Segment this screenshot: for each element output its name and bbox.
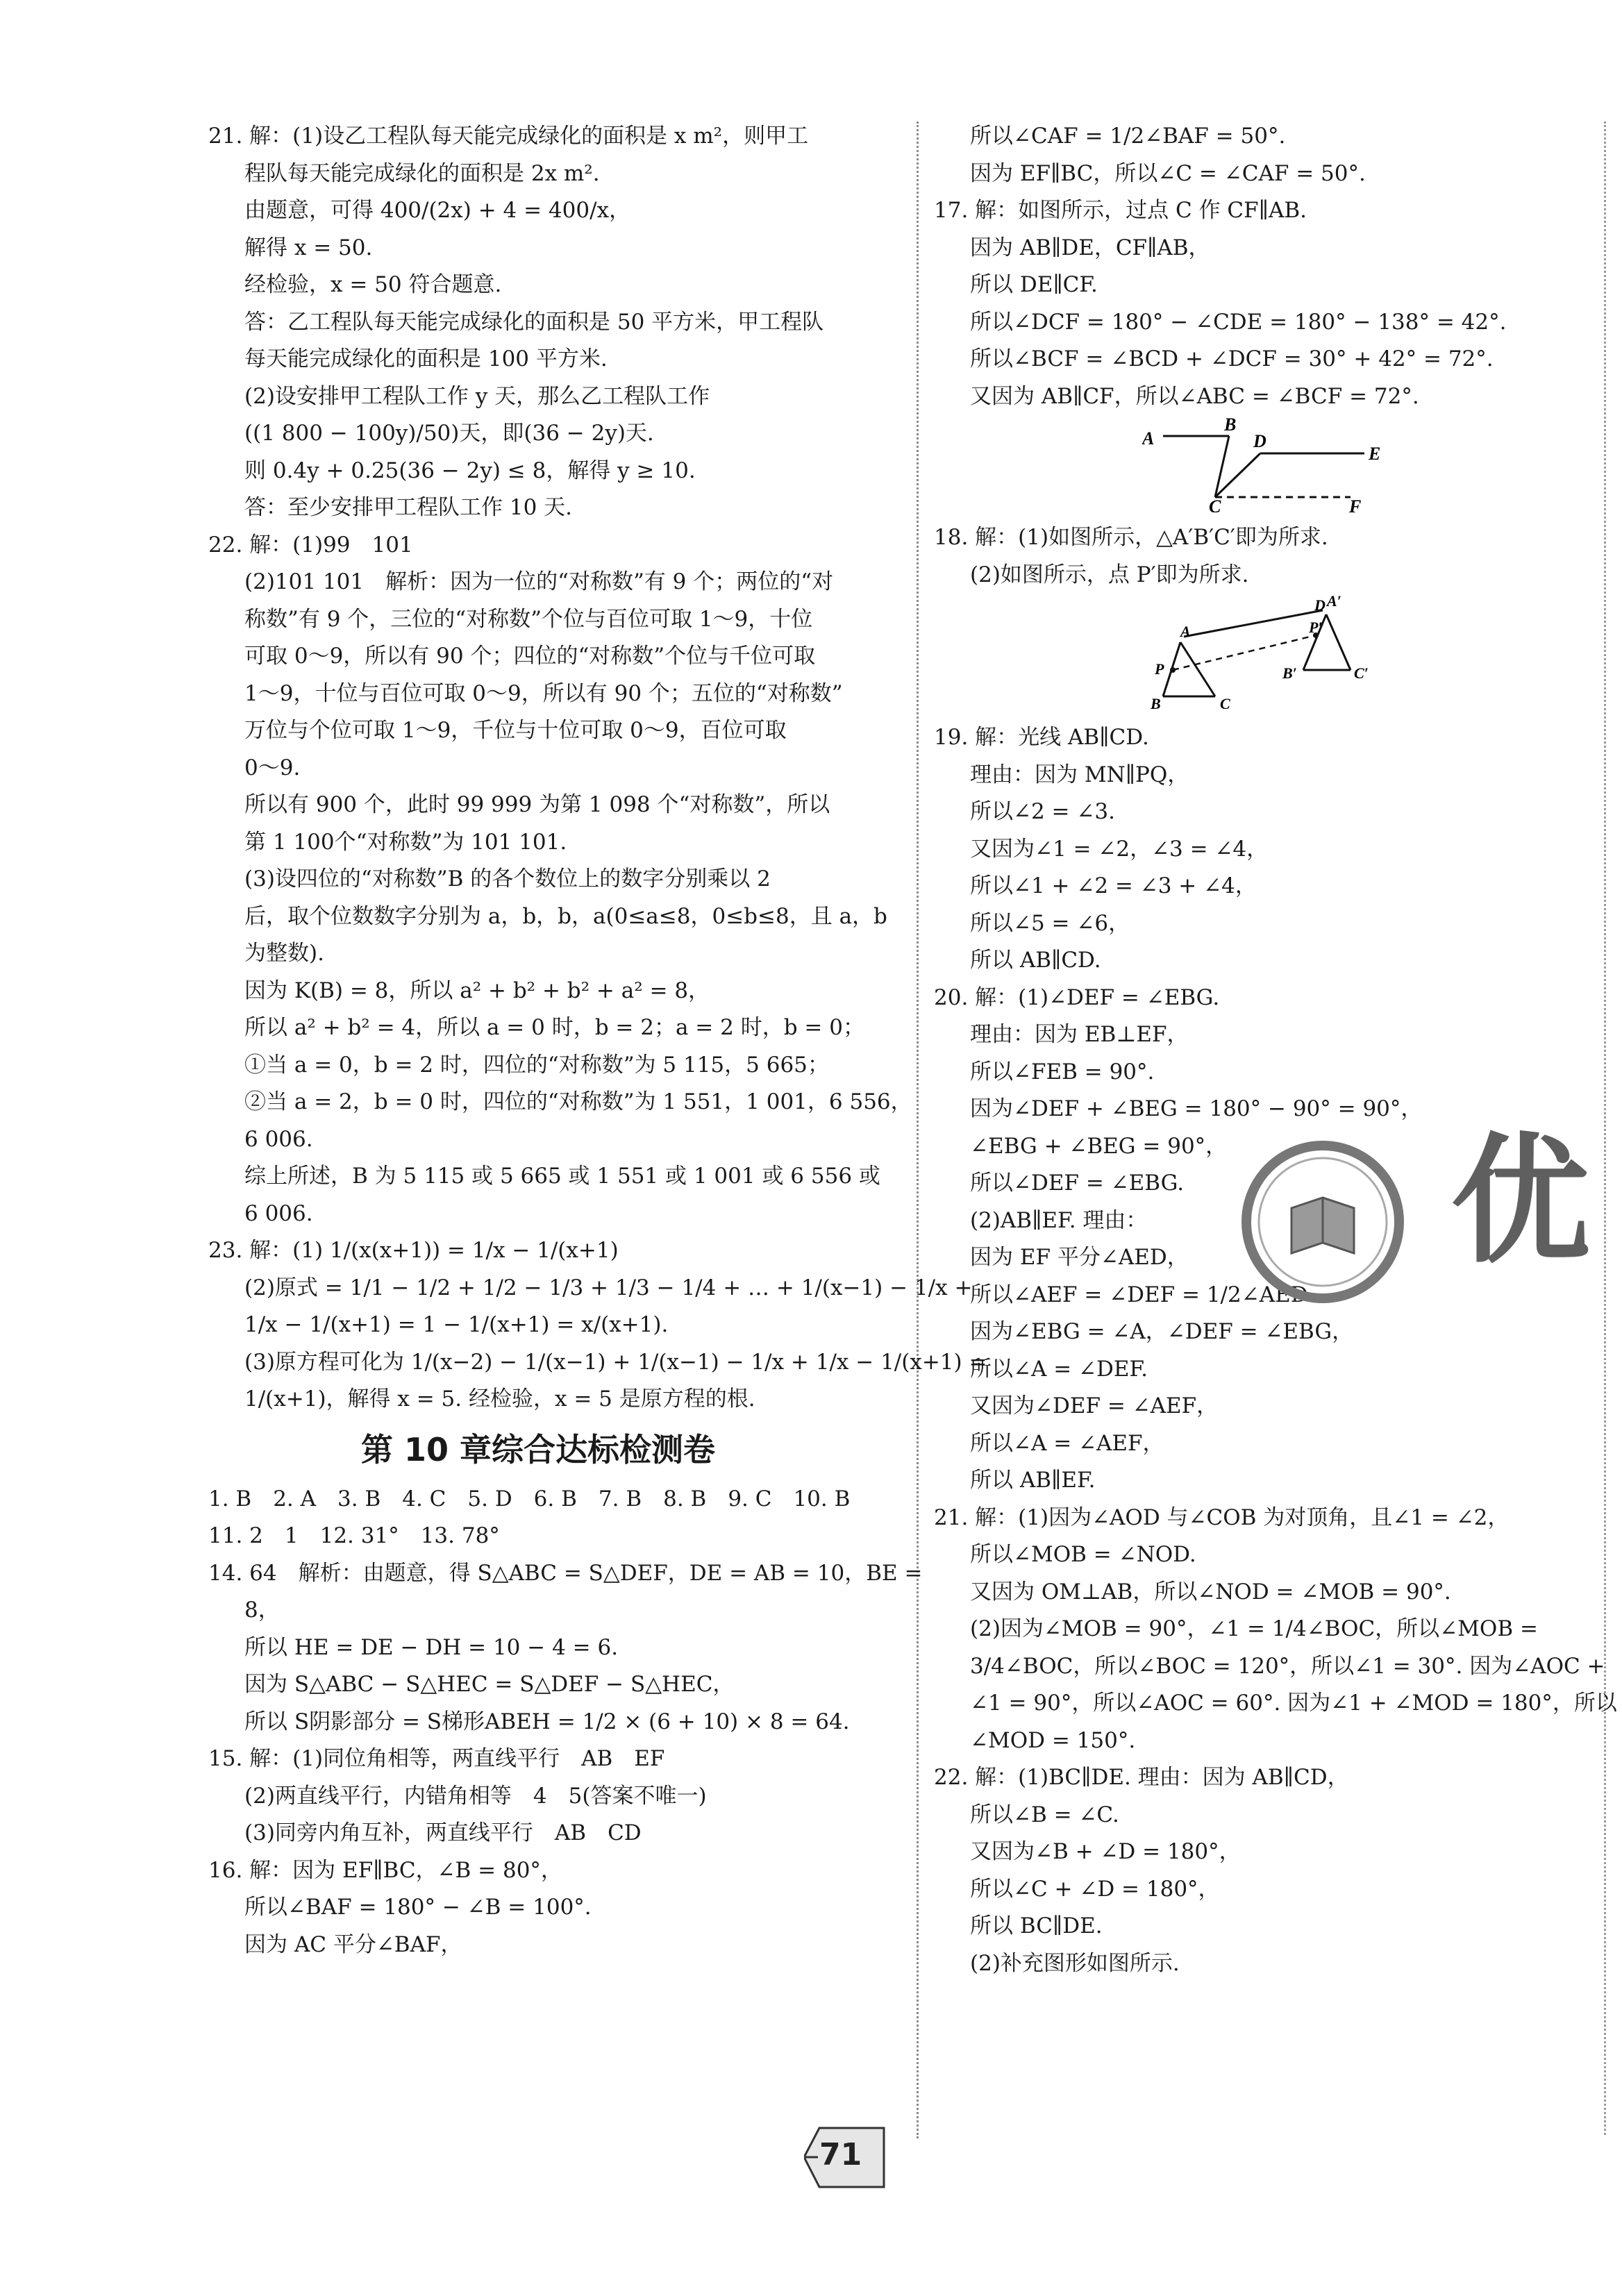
text-line: 解得 x = 50. [244, 235, 373, 260]
text-line: (2)设安排甲工程队工作 y 天，那么乙工程队工作 [244, 383, 710, 409]
fig2-label: B′ [1282, 664, 1297, 682]
text-line: 所以∠FEB = 90°. [970, 1059, 1155, 1084]
text-line: ((1 800 − 100y)/50)天，即(36 − 2y)天. [244, 421, 654, 446]
q19-line: 19. 解：光线 AB∥CD. [934, 725, 1149, 750]
text-line: 可取 0～9，所以有 90 个；四位的“对称数”个位与千位可取 [244, 644, 816, 669]
text-line: (2)101 101 解析：因为一位的“对称数”有 9 个；两位的“对 [244, 569, 834, 594]
q22b-line: 22. 解：(1)BC∥DE. 理由：因为 AB∥CD， [934, 1765, 1349, 1790]
fig2-label: D [1314, 596, 1326, 614]
text-line: 所以∠2 = ∠3. [970, 799, 1115, 824]
fig1-label: F [1349, 496, 1362, 512]
text-line: 由题意，可得 400/(2x) + 4 = 400/x， [244, 198, 631, 223]
figure-q17-svg [1142, 415, 1392, 512]
text-line: (2)因为∠MOB = 90°，∠1 = 1/4∠BOC，所以∠MOB = [970, 1616, 1538, 1641]
text-line: 3/4∠BOC，所以∠BOC = 120°，所以∠1 = 30°. 因为∠AOC + [970, 1653, 1605, 1679]
fig1-label: A [1142, 428, 1155, 449]
fig2-label: P [1155, 660, 1164, 678]
text-line: 因为 AC 平分∠BAF， [244, 1932, 462, 1957]
text-line: 所以∠5 = ∠6， [970, 910, 1130, 936]
left-column [208, 118, 987, 1963]
q15-line: 15. 解：(1)同位角相等，两直线平行 AB EF [208, 1746, 665, 1771]
q14-line: 14. 64 解析：由题意，得 S△ABC = S△DEF，DE = AB = 10，BE = [208, 1560, 923, 1586]
answer-choices: 1. B 2. A 3. B 4. C 5. D 6. B 7. B 8. B 9. C 10. B [208, 1486, 851, 1511]
text-line: ②当 a = 2，b = 0 时，四位的“对称数”为 1 551，1 001，6 556， [244, 1089, 912, 1114]
text-line: 因为 EF 平分∠AED， [970, 1245, 1189, 1270]
text-line: 因为 S△ABC − S△HEC = S△DEF − S△HEC， [244, 1672, 735, 1697]
text-line: 第 1 100个“对称数”为 101 101. [244, 829, 567, 855]
text-line: 又因为∠B + ∠D = 180°， [970, 1839, 1241, 1864]
text-line: ∠MOD = 150°. [970, 1727, 1136, 1753]
text-line: 每天能完成绿化的面积是 100 平方米. [244, 346, 608, 371]
q22-line: 22. 解：(1)99 101 [208, 532, 413, 558]
text-line: 所以∠B = ∠C. [970, 1802, 1119, 1827]
column-divider [917, 121, 919, 2138]
text-line: 程队每天能完成绿化的面积是 2x m². [244, 160, 600, 186]
text-line: 又因为 OM⊥AB，所以∠NOD = ∠MOB = 90°. [970, 1579, 1451, 1604]
publisher-logo [1232, 1132, 1413, 1312]
text-line: 经检验，x = 50 符合题意. [244, 272, 502, 297]
text-line: ①当 a = 0，b = 2 时，四位的“对称数”为 5 115，5 665； [244, 1052, 829, 1078]
q23-line: 23. 解：(1) 1/(x(x+1)) = 1/x − 1/(x+1) [208, 1238, 619, 1263]
page-number-badge [804, 2125, 887, 2190]
text-line: 所以 AB∥EF. [970, 1468, 1096, 1493]
text-line: 万位与个位可取 1～9，千位与十位可取 0～9，百位可取 [244, 718, 787, 743]
text-line: 因为∠EBG = ∠A，∠DEF = ∠EBG， [970, 1319, 1354, 1344]
fig1-label: D [1253, 431, 1266, 451]
text-line: (2)原式 = 1/1 − 1/2 + 1/2 − 1/3 + 1/3 − 1/4 + … + 1/(x−1) − 1/x + [244, 1275, 973, 1300]
fig2-label: C′ [1354, 664, 1369, 682]
text-line: ∠1 = 90°，所以∠AOC = 60°. 因为∠1 + ∠MOD = 180°，所以 [970, 1691, 1617, 1716]
text-line: 1/(x+1)，解得 x = 5. 经检验，x = 5 是原方程的根. [244, 1386, 755, 1411]
q21b-line: 21. 解：(1)因为∠AOD 与∠COB 为对顶角，且∠1 = ∠2， [934, 1505, 1510, 1530]
text-line: 所以∠A = ∠AEF， [970, 1430, 1164, 1456]
text-line: (2)如图所示，点 P′即为所求. [970, 562, 1249, 587]
text-line: 所以∠DCF = 180° − ∠CDE = 180° − 138° = 42°. [970, 309, 1507, 335]
text-line: (2)补充图形如图所示. [970, 1950, 1180, 1976]
text-line: 又因为 AB∥CF，所以∠ABC = ∠BCF = 72°. [970, 383, 1419, 409]
text-line: (3)同旁内角互补，两直线平行 AB CD [244, 1820, 642, 1845]
text-line: 所以∠1 + ∠2 = ∠3 + ∠4， [970, 873, 1257, 898]
text-line: 因为 EF∥BC，所以∠C = ∠CAF = 50°. [970, 160, 1366, 186]
text-line: 所以∠CAF = 1/2∠BAF = 50°. [970, 124, 1286, 149]
text-line: 综上所述，B 为 5 115 或 5 665 或 1 551 或 1 001 或 6 556 或 [244, 1164, 880, 1189]
text-line: ∠EBG + ∠BEG = 90°， [970, 1133, 1228, 1159]
text-line: 为整数). [244, 941, 324, 966]
text-line: 所以 DE∥CF. [970, 272, 1098, 297]
figure-q17 [1142, 415, 1392, 512]
text-line: 所以∠AEF = ∠DEF = 1/2∠AED. [970, 1282, 1314, 1307]
q18-line: 18. 解：(1)如图所示，△A′B′C′即为所求. [934, 525, 1328, 550]
q20-line: 20. 解：(1)∠DEF = ∠EBG. [934, 984, 1220, 1010]
fig2-label: C [1220, 695, 1230, 712]
q21-line: 21. 解：(1)设乙工程队每天能完成绿化的面积是 x m²，则甲工 [208, 124, 809, 149]
text-line: 答：至少安排甲工程队工作 10 天. [244, 495, 573, 520]
text-line: 又因为∠1 = ∠2，∠3 = ∠4， [970, 836, 1269, 862]
page-number: 71 [819, 2137, 862, 2172]
text-line: 所以 BC∥DE. [970, 1913, 1103, 1938]
text-line: 所以 a² + b² = 4，所以 a = 0 时，b = 2；a = 2 时，b = 0； [244, 1015, 864, 1040]
watermark-text: 优 [1451, 1119, 1591, 1282]
text-line: 0～9. [244, 755, 301, 780]
answer-fill: 11. 2 1 12. 31° 13. 78° [208, 1523, 500, 1548]
text-line: 所以∠A = ∠DEF. [970, 1356, 1148, 1382]
text-line: 所以∠BAF = 180° − ∠B = 100°. [244, 1895, 592, 1920]
fig1-label: B [1224, 415, 1237, 435]
text-line: 所以有 900 个，此时 99 999 为第 1 098 个“对称数”，所以 [244, 792, 830, 817]
text-line: 又因为∠DEF = ∠AEF， [970, 1393, 1219, 1418]
text-line: 1～9，十位与百位可取 0～9，所以有 90 个；五位的“对称数” [244, 680, 843, 706]
right-edge-divider [1604, 121, 1606, 2135]
fig2-label: A [1180, 623, 1191, 640]
text-line: 理由：因为 EB⊥EF， [970, 1022, 1189, 1047]
right-column [934, 118, 1617, 1982]
fig2-label: A′ [1327, 594, 1341, 610]
q16-line: 16. 解：因为 EF∥BC，∠B = 80°， [208, 1857, 562, 1883]
text-line: (2)两直线平行，内错角相等 4 5(答案不唯一) [244, 1783, 707, 1809]
text-line: 称数”有 9 个，三位的“对称数”个位与百位可取 1～9，十位 [244, 606, 813, 632]
q17-line: 17. 解：如图所示，过点 C 作 CF∥AB. [934, 198, 1307, 223]
fig2-label: P′ [1309, 619, 1323, 636]
text-line: 6 006. [244, 1126, 313, 1152]
fig2-label: B [1151, 695, 1161, 712]
fig1-label: C [1209, 496, 1221, 512]
text-line: 所以∠BCF = ∠BCD + ∠DCF = 30° + 42° = 72°. [970, 346, 1494, 371]
text-line: 则 0.4y + 0.25(36 − 2y) ≤ 8，解得 y ≥ 10. [244, 458, 696, 483]
figure-q18 [1142, 594, 1420, 715]
text-line: 因为 K(B) = 8，所以 a² + b² + b² + a² = 8， [244, 978, 710, 1003]
text-line: 所以 S阴影部分 = S梯形ABEH = 1/2 × (6 + 10) × 8 = 64. [244, 1709, 850, 1734]
text-line: 所以∠MOB = ∠NOD. [970, 1542, 1196, 1567]
text-line: (2)AB∥EF. 理由： [970, 1207, 1148, 1233]
text-line: (3)设四位的“对称数”B 的各个数位上的数字分别乘以 2 [244, 866, 771, 891]
text-line: 因为 AB∥DE，CF∥AB， [970, 235, 1210, 260]
text-line: (3)原方程可化为 1/(x−2) − 1/(x−1) + 1/(x−1) − 1/x + 1/x − 1/(x+1) = [244, 1349, 987, 1375]
fig1-label: E [1369, 444, 1381, 464]
text-line: 8， [244, 1598, 280, 1623]
text-line: 6 006. [244, 1200, 313, 1226]
text-line: 1/x − 1/(x+1) = 1 − 1/(x+1) = x/(x+1). [244, 1312, 669, 1337]
text-line: 所以 HE = DE − DH = 10 − 4 = 6. [244, 1634, 619, 1660]
text-line: 所以 AB∥CD. [970, 948, 1101, 973]
text-line: 理由：因为 MN∥PQ， [970, 762, 1189, 787]
chapter-title: 第 10 章综合达标检测卷 [360, 1430, 716, 1468]
figure-q18-svg [1142, 594, 1420, 715]
text-line: 因为∠DEF + ∠BEG = 180° − 90° = 90°， [970, 1096, 1423, 1121]
text-line: 所以∠C + ∠D = 180°， [970, 1876, 1220, 1902]
text-line: 所以∠DEF = ∠EBG. [970, 1171, 1185, 1196]
text-line: 答：乙工程队每天能完成绿化的面积是 50 平方米，甲工程队 [244, 309, 824, 335]
text-line: 后，取个位数数字分别为 a，b，b，a(0≤a≤8，0≤b≤8，且 a，b [244, 903, 887, 929]
